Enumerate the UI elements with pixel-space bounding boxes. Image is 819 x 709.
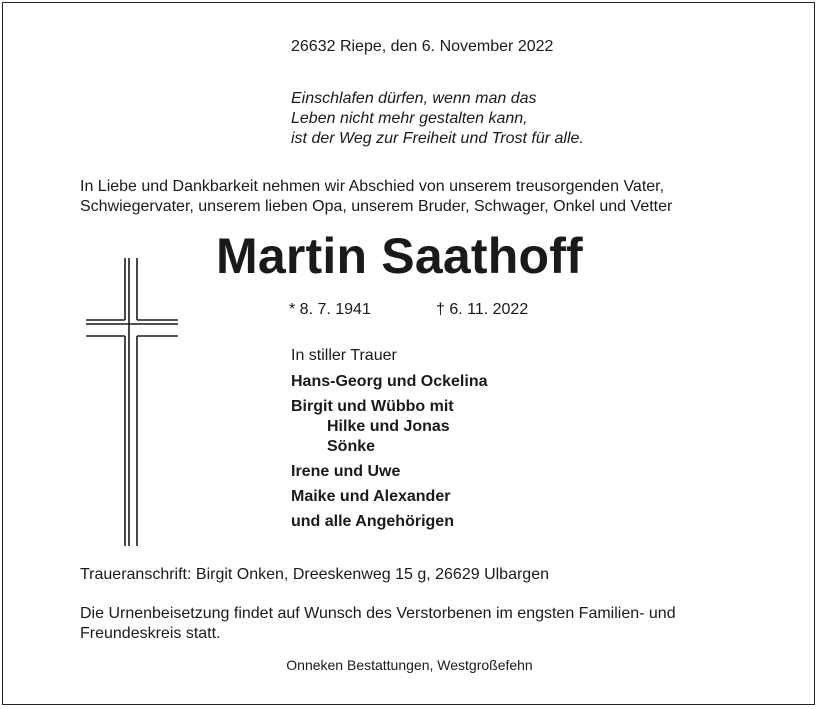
mourner-entry bbox=[291, 462, 487, 482]
mourners-list bbox=[291, 372, 487, 537]
birth-date: * 8. 7. 1941 bbox=[289, 301, 371, 318]
mourning-heading: In stiller Trauer bbox=[291, 347, 397, 364]
poem bbox=[291, 89, 584, 149]
mourner-line: Maike und Alexander bbox=[291, 488, 451, 505]
mourner-entry bbox=[291, 397, 487, 457]
mourner-line: Irene und Uwe bbox=[291, 463, 401, 480]
burial-notice bbox=[80, 604, 676, 644]
mourner-entry bbox=[291, 372, 487, 392]
poem-line: Einschlafen dürfen, wenn man das bbox=[291, 90, 537, 107]
mourning-address: Traueranschrift: Birgit Onken, Dreeskenweg 15 g, 26629 Ulbargen bbox=[80, 566, 549, 583]
poem-line: ist der Weg zur Freiheit und Trost für alle. bbox=[291, 130, 584, 147]
poem-line: Leben nicht mehr gestalten kann, bbox=[291, 110, 528, 127]
place-date: 26632 Riepe, den 6. November 2022 bbox=[291, 38, 554, 55]
mourner-line: Birgit und Wübbo mit bbox=[291, 398, 454, 415]
mourner-subline: Sönke bbox=[327, 438, 376, 455]
undertaker: Onneken Bestattungen, Westgroßefehn bbox=[286, 657, 533, 673]
death-date: † 6. 11. 2022 bbox=[436, 301, 529, 318]
deceased-name: Martin Saathoff bbox=[216, 228, 583, 284]
intro-line: In Liebe und Dankbarkeit nehmen wir Abschied von unserem treusorgenden Vater, bbox=[80, 178, 665, 195]
burial-notice-line: Die Urnenbeisetzung findet auf Wunsch des Verstorbenen im engsten Familien- und bbox=[80, 605, 676, 622]
mourner-entry bbox=[291, 487, 487, 507]
mourner-subline: Hilke und Jonas bbox=[327, 418, 450, 435]
cross-icon bbox=[82, 258, 180, 546]
mourner-line: und alle Angehörigen bbox=[291, 513, 454, 530]
mourner-entry bbox=[291, 512, 487, 532]
burial-notice-line: Freundeskreis statt. bbox=[80, 625, 221, 642]
mourner-line: Hans-Georg und Ockelina bbox=[291, 373, 488, 390]
intro-text bbox=[80, 177, 672, 217]
intro-line: Schwiegervater, unserem lieben Opa, unserem Bruder, Schwager, Onkel und Vetter bbox=[80, 198, 673, 215]
